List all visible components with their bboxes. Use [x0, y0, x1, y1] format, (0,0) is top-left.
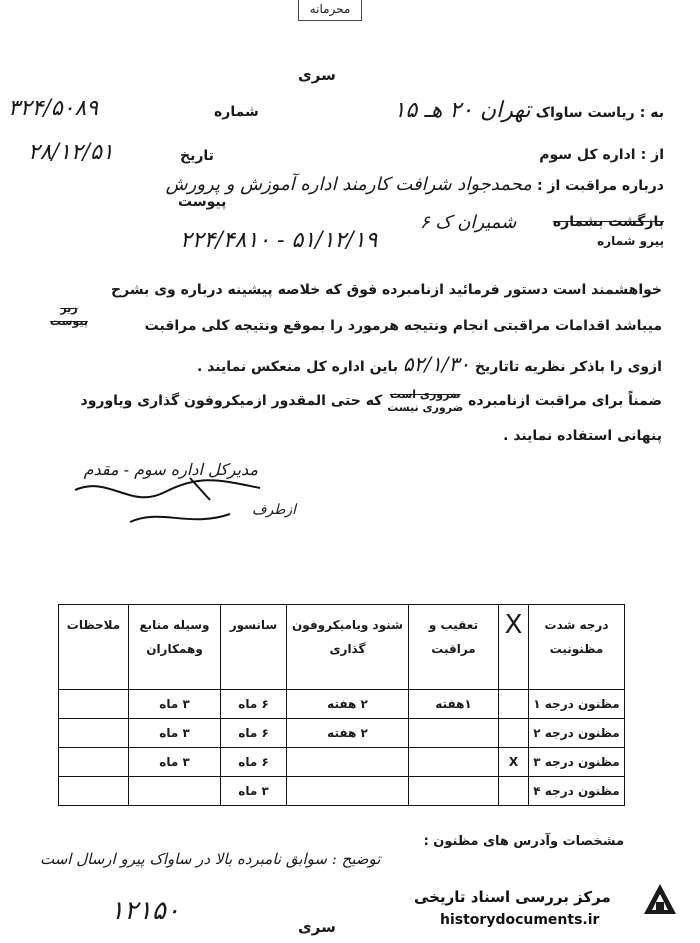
cell-sources: ۳ ماه	[129, 748, 221, 777]
cell-degree: مظنون درجه ۴	[529, 777, 625, 806]
cell-censor: ۶ ماه	[221, 719, 287, 748]
address-handwritten-note: توضیح : سوابق نامبرده بالا در ساواک پیرو ارسال است	[40, 850, 381, 868]
cell-notes	[59, 690, 129, 719]
subject-extra: شمیران ک ۶	[420, 212, 517, 233]
classification-top: سری	[298, 66, 336, 84]
reference-value: ۲۲۴/۴۸۱۰ - ۵۱/۱۲/۱۹	[180, 228, 378, 253]
option-required: ضروری است	[389, 388, 461, 401]
necessity-options	[387, 388, 463, 414]
cell-mark	[499, 777, 529, 806]
from-value: اداره کل سوم	[539, 147, 636, 163]
cell-mark	[499, 690, 529, 719]
cell-censor: ۳ ماه	[221, 777, 287, 806]
cell-degree: مظنون درجه ۳	[529, 748, 625, 777]
cell-mic	[287, 748, 409, 777]
cell-sources	[129, 777, 221, 806]
cell-sources: ۳ ماه	[129, 690, 221, 719]
header-x-mark: X	[504, 610, 523, 640]
body-line-4a: ضمناً برای مراقبت ازنامبرده	[468, 393, 662, 409]
body-line-3	[42, 352, 662, 376]
body-line-3b: باین اداره کل منعکس نمایند .	[196, 359, 398, 375]
date-label: تاریخ	[180, 148, 214, 164]
address-label: مشخصات وآدرس های مظنون :	[423, 834, 624, 849]
cell-mark	[499, 719, 529, 748]
return-label: بازگشت بشماره	[552, 214, 664, 230]
deadline-date: ۵۲/۱/۳۰	[402, 352, 471, 376]
to-label: به :	[639, 105, 664, 121]
archive-url: historydocuments.ir	[440, 912, 600, 928]
table-row	[59, 719, 625, 748]
handwritten-signature	[70, 470, 270, 530]
body-line-2: میباشد اقدامات مراقبتی انجام ونتیجه هرمورد را بموقع ونتیجه کلی مراقبت	[144, 318, 662, 334]
header-sources: وسیله منابع وهمکاران	[129, 605, 221, 690]
table-header-row	[59, 605, 625, 690]
body-line-4b: که حتی المقدور ازمیکروفون گذاری ویاورود	[80, 393, 383, 409]
cell-mark: X	[499, 748, 529, 777]
cell-follow: ۱هفته	[409, 690, 499, 719]
archive-name: مرکز بررسی اسناد تاریخی	[414, 888, 611, 906]
cell-follow	[409, 748, 499, 777]
cell-follow	[409, 777, 499, 806]
body-line-1: خواهشمند است دستور فرمائید ازنامبرده فوق که خلاصه پیشینه درباره وی بشرح	[111, 282, 662, 298]
classification-bottom: سری	[298, 918, 336, 936]
attachment-label: پیوست	[178, 194, 227, 210]
signature-title: مدیرکل اداره سوم - مقدم	[83, 460, 258, 479]
from-row	[464, 144, 664, 163]
subject-row	[165, 174, 664, 195]
cell-mic: ۲ هفته	[287, 719, 409, 748]
header-mark	[499, 605, 529, 690]
body-note	[24, 302, 114, 328]
cell-degree: مظنون درجه ۲	[529, 719, 625, 748]
letter-date: ۲۸/۱۲/۵۱	[28, 140, 114, 165]
to-handwritten: تهران ۲۰ هـ ۱۵	[393, 98, 531, 123]
footer-hand-number: ۱۲۱۵۰	[110, 896, 180, 926]
table-row	[59, 690, 625, 719]
body-line-5: پنهانی استفاده نمایند .	[503, 428, 662, 444]
cell-notes	[59, 719, 129, 748]
header-censor: سانسور	[221, 605, 287, 690]
cell-sources: ۳ ماه	[129, 719, 221, 748]
confidential-stamp: محرمانه	[298, 0, 362, 21]
body-line-4	[12, 388, 662, 414]
cell-censor: ۶ ماه	[221, 748, 287, 777]
header-mic: شنود ویامیکروفون گذاری	[287, 605, 409, 690]
table-row	[59, 748, 625, 777]
number-label: شماره	[214, 104, 259, 120]
body-note-bottom: پیوست	[50, 315, 88, 328]
signature-on-behalf: ازطرف	[252, 502, 297, 518]
cell-mic: ۲ هفته	[287, 690, 409, 719]
from-label: از :	[640, 147, 664, 163]
followup-label: پیرو شماره	[597, 234, 664, 248]
header-follow: تعقیب و مراقبت	[409, 605, 499, 690]
cell-censor: ۶ ماه	[221, 690, 287, 719]
subject-label: درباره مراقبت از :	[536, 178, 664, 194]
table-row	[59, 777, 625, 806]
body-note-top: زیر	[60, 302, 78, 315]
header-degree: درجه شدت مظنونیت	[529, 605, 625, 690]
archive-logo-icon	[640, 880, 680, 920]
cell-notes	[59, 748, 129, 777]
cell-mic	[287, 777, 409, 806]
cell-follow	[409, 719, 499, 748]
subject-value: محمدجواد شرافت کارمند اداره آموزش و پرورش	[165, 174, 532, 195]
surveillance-table	[58, 604, 625, 806]
header-notes: ملاحظات	[59, 605, 129, 690]
to-row	[334, 98, 664, 123]
option-not-required: ضروری نیست	[387, 401, 464, 414]
body-line-3a: ازوی را باذکر نظریه تاتاریخ	[474, 359, 662, 375]
cell-notes	[59, 777, 129, 806]
cell-degree: مظنون درجه ۱	[529, 690, 625, 719]
letter-number: ۳۲۴/۵۰۸۹	[8, 96, 99, 121]
to-value: ریاست ساواک	[535, 105, 635, 121]
